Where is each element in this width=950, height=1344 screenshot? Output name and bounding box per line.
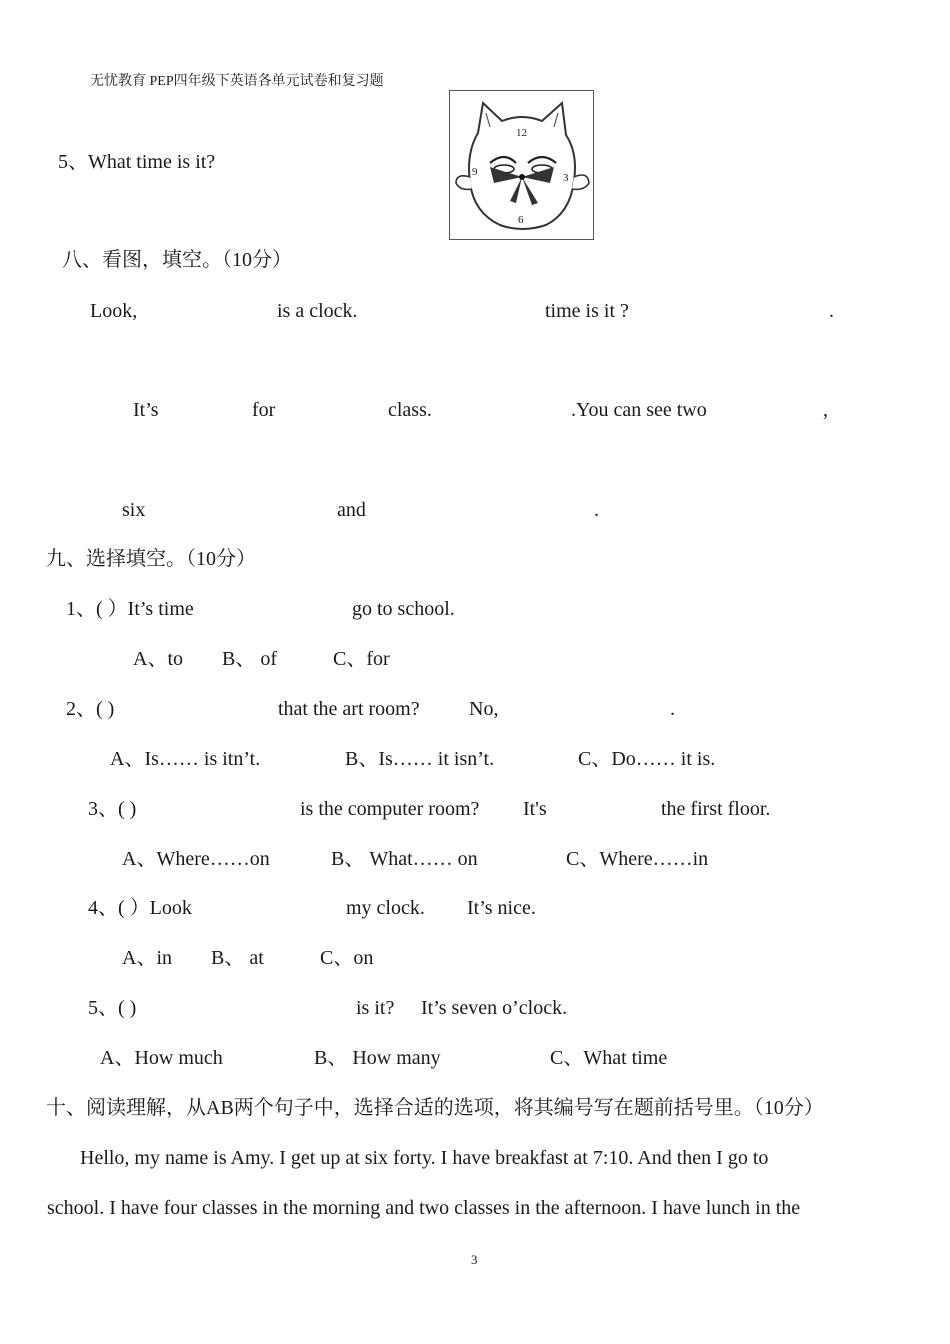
s9-q2-stem-c: No, [469,698,499,720]
s9-q2-stem-b: that the art room? [278,698,420,720]
s9-q5-stem-c: It’s seven o’clock. [421,997,568,1019]
clock-number-3: 3 [563,172,569,184]
s9-q4-option-b: B、 at [211,947,264,969]
s8-line2-a: It’s [133,399,159,421]
page-header: 无忧教育 PEP四年级下英语各单元试卷和复习题 [90,74,384,89]
s9-q4-option-a: A、in [122,947,172,969]
s8-line1-a: Look, [90,300,138,322]
s8-line2-c: class. [388,399,432,421]
s9-q5-option-b: B、 How many [314,1047,441,1069]
s8-line3-a: six [122,499,146,521]
s9-q3-option-c: C、Where……in [566,848,709,870]
s9-q3-stem-c: It's [523,798,547,820]
s9-q2-option-a: A、Is…… is itn’t. [110,748,261,770]
s9-q5-stem-b: is it? [356,997,395,1019]
clock-number-9: 9 [472,166,478,178]
s9-q2-option-b: B、Is…… it isn’t. [345,748,495,770]
s8-line1-d: . [829,300,834,322]
clock-number-6: 6 [518,214,524,226]
question-what-time: 5、What time is it? [58,151,216,173]
reading-paragraph-line-2: school. I have four classes in the morning and two classes in the afternoon. I have lunch in the [47,1197,801,1219]
section-10-title: 十、阅读理解，从AB两个句子中，选择合适的选项，将其编号写在题前括号里。（10分） [46,1097,824,1119]
s9-q3-stem-a: 3、( ) [88,798,137,820]
s8-line1-c: time is it ? [545,300,629,322]
s8-line2-d: .You can see two [571,399,707,421]
s9-q2-option-c: C、Do…… it is. [578,748,716,770]
s8-line1-b: is a clock. [277,300,358,322]
cat-clock-icon [450,91,595,241]
s9-q3-option-b: B、 What…… on [331,848,478,870]
section-9-title: 九、选择填空。（10分） [46,548,256,570]
s9-q5-option-c: C、What time [550,1047,668,1069]
s9-q4-stem-c: It’s nice. [467,897,536,919]
reading-paragraph-line-1: Hello, my name is Amy. I get up at six forty. I have breakfast at 7:10. And then I go to [80,1147,769,1169]
s8-line2-e: , [823,399,828,421]
cat-clock-image [449,90,594,240]
section-8-title: 八、看图，填空。（10分） [62,249,292,271]
s9-q3-option-a: A、Where……on [122,848,270,870]
s9-q3-stem-b: is the computer room? [300,798,480,820]
s9-q1-option-b: B、 of [222,648,277,670]
s9-q1-option-c: C、for [333,648,390,670]
s9-q5-option-a: A、How much [100,1047,223,1069]
s9-q4-stem-a: 4、( ）Look [88,897,192,919]
s9-q3-stem-d: the first floor. [661,798,771,820]
s9-q5-stem-a: 5、( ) [88,997,137,1019]
s9-q2-stem-a: 2、( ) [66,698,115,720]
s9-q1-option-a: A、to [133,648,183,670]
s9-q4-stem-b: my clock. [346,897,425,919]
clock-number-12: 12 [516,127,527,139]
s9-q1-stem-a: 1、( ）It’s time [66,598,194,620]
page-number: 3 [471,1252,478,1267]
s9-q2-stem-d: . [670,698,675,720]
s8-line2-b: for [252,399,276,421]
s8-line3-c: . [594,499,599,521]
s9-q4-option-c: C、on [320,947,374,969]
s8-line3-b: and [337,499,366,521]
s9-q1-stem-b: go to school. [352,598,455,620]
